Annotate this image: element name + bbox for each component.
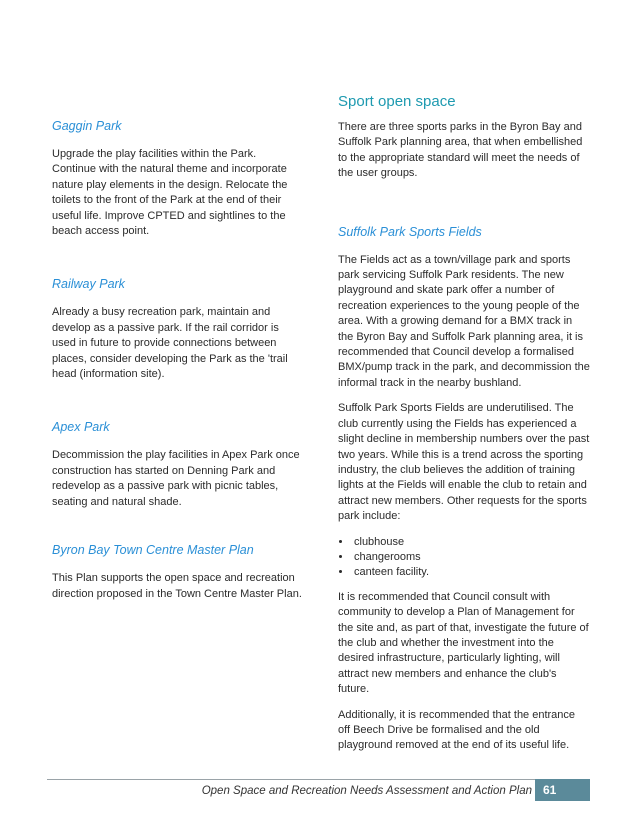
railway-park-section [52,276,302,382]
railway-park-text: Already a busy recreation park, maintain and develop as a passive park. If the rail corridor is used in future to provide connections between places, consider developing the Park as the 'trail head (information site). [52,306,288,381]
gaggin-park-heading: Gaggin Park [52,119,122,133]
suffolk-paragraph-1: The Fields act as a town/village park and sports park servicing Suffolk Park residents. The new playground and skate park offer a number of recreation experiences to the young people of the area. With a growing demand for a BMX track in the Byron Bay and Suffolk Park planning area, it is recommended that Council develop a formalised BMX/pump track in the park, and decommission the informal track in the nearby bushland. [338,253,590,389]
sport-open-space-title: Sport open space [338,93,456,110]
recommendation-text: It is recommended that Council consult with community to develop a Plan of Management for the site and, as part of that, investigate the future of the club and whether the investment into the desired infrastructure, particularly lighting, will attract new members and enhance the club's future. [338,590,589,696]
footer-divider [47,779,590,780]
apex-park-text: Decommission the play facilities in Apex Park once construction has started on Denning Park and redevelop as a passive park with picnic tables, seating and natural shade. [52,449,300,508]
apex-park-section [52,419,302,510]
sport-intro-text: There are three sports parks in the Byron Bay and Suffolk Park planning area, that when embellished to the appropriate standard will meet the needs of the user groups. [338,121,583,180]
railway-park-heading: Railway Park [52,277,125,292]
list-item: • changerooms [352,550,590,565]
list-item: • canteen facility. [352,565,590,580]
gaggin-park-text: Upgrade the play facilities within the Park. Continue with the natural theme and incorporate nature play elements in the design. Relocate the toilets to the front of the Park at the end of their useful life. Improve CPTED and sightlines to the beach access point. [52,148,288,238]
suffolk-park-heading: Suffolk Park Sports Fields [338,224,482,239]
town-centre-plan-heading: Byron Bay Town Centre Master Plan [52,543,254,558]
right-column [338,93,590,764]
gaggin-park-section [52,118,302,239]
town-centre-plan-text: This Plan supports the open space and recreation direction proposed in the Town Centre Master Plan. [52,572,302,600]
apex-park-heading: Apex Park [52,420,110,435]
requests-list [338,535,590,581]
left-column [52,118,302,639]
footer-title: Open Space and Recreation Needs Assessment and Action Plan [201,785,532,797]
entrance-recommendation-text: Additionally, it is recommended that the entrance off Beech Drive be formalised and the old playground removed at the end of its useful life. [338,708,576,752]
list-item: • clubhouse [352,535,590,550]
town-centre-plan-section [52,542,302,602]
suffolk-paragraph-2: Suffolk Park Sports Fields are underutilised. The club currently using the Fields has experienced a slight decline in membership numbers over the past two years. While this is a trend across the sporting industry, the club believes the addition of training lights at the Fields will enable the club to retain and attract new members. Other requests for the sports park include: [338,402,590,523]
page-number: 61 [535,779,590,801]
